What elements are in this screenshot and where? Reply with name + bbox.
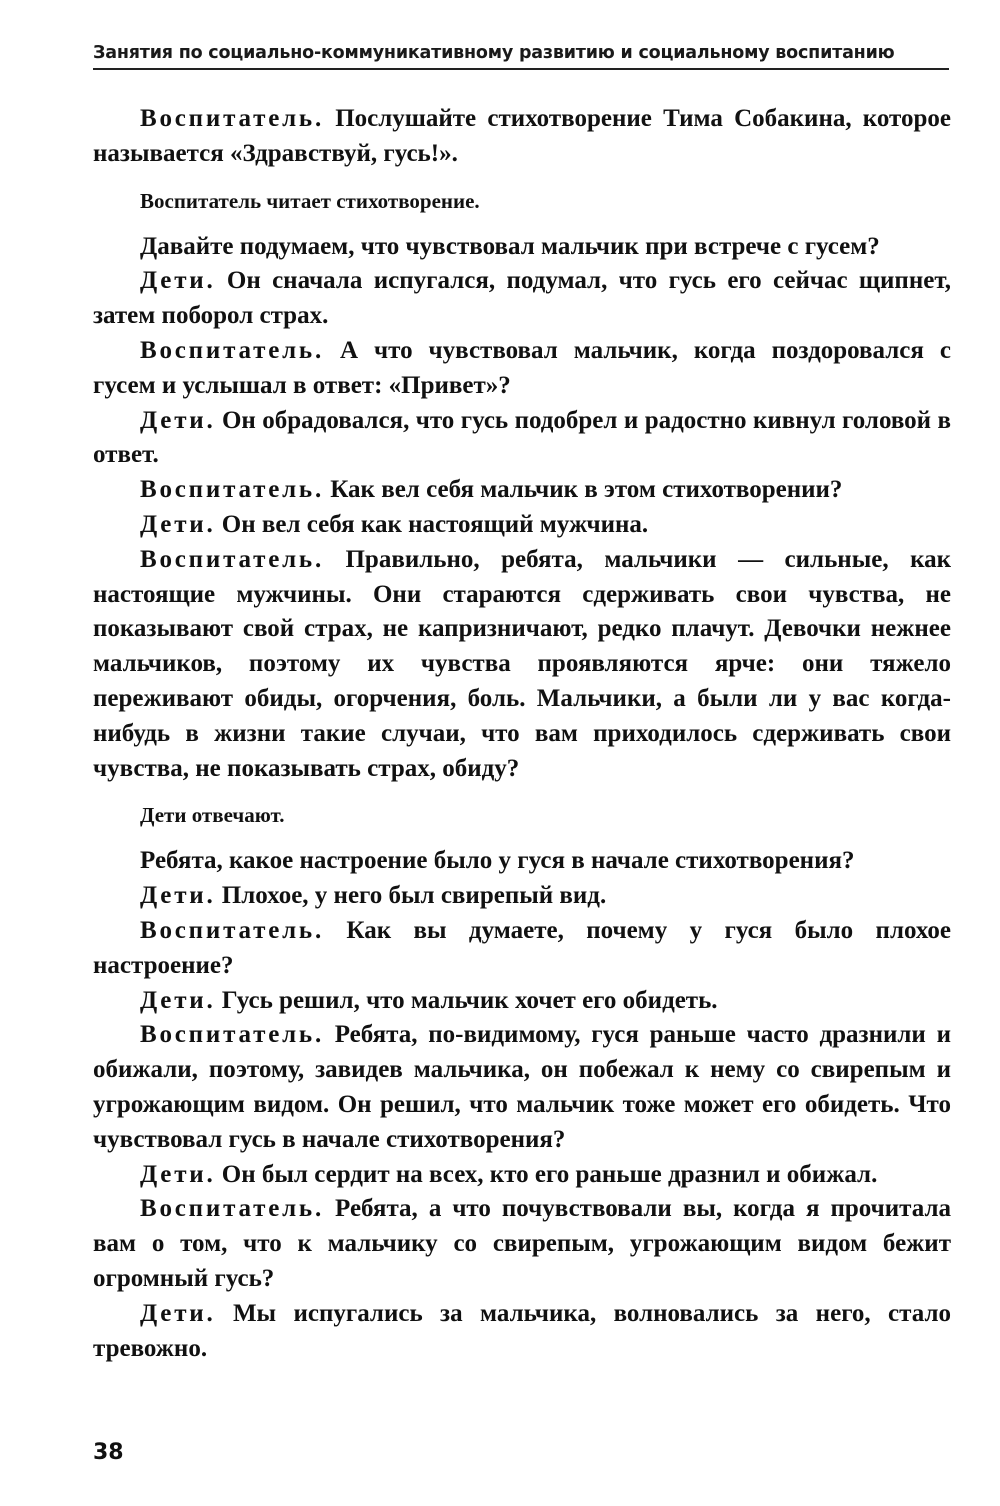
paragraph-text: Как вел себя мальчик в этом стихотворении? [324, 476, 843, 504]
paragraph-text: Он обрадовался, что гусь подобрел и радостно кивнул головой в ответ. [93, 406, 951, 469]
dialog-paragraph [93, 543, 951, 787]
dialog-paragraph [93, 879, 951, 914]
paragraph-text: Он был сердит на всех, кто его раньше дразнил и обижал. [215, 1160, 878, 1188]
paragraph-text: Гусь решил, что мальчик хочет его обидеть. [215, 986, 718, 1014]
speaker-label: Дети. [140, 267, 216, 295]
dialog-paragraph [93, 1192, 951, 1296]
paragraph-text: Плохое, у него был свирепый вид. [215, 882, 607, 910]
paragraph-text: Ребята, какое настроение было у гуся в начале стихотворения? [140, 847, 855, 875]
dialog-paragraph [93, 404, 951, 474]
paragraph-text: Послушайте стихотворение Тима Собакина, которое называется «Здравствуй, гусь!». [93, 105, 951, 167]
speaker-label: Воспитатель. [140, 105, 324, 132]
page-body [93, 102, 951, 1366]
paragraph-text: Дети отвечают. [140, 803, 285, 828]
header-rule [93, 68, 949, 70]
paragraph-text: Ребята, а что почувствовали вы, когда я прочитала вам о том, что к мальчику со свирепым, угрожающим видом бежит огромный гусь? [93, 1195, 951, 1292]
paragraph-text: Ребята, по-видимому, гуся раньше часто дразнили и обижали, поэтому, завидев мальчика, он побежал к нему со свирепым и угрожающим видом. Он решил, что мальчик тоже может его обидеть. Что чувствовал гусь в начале стихотворения? [93, 1021, 951, 1153]
stage-direction [93, 186, 951, 216]
dialog-paragraph [93, 230, 951, 265]
dialog-paragraph [93, 473, 951, 508]
speaker-label: Дети. [140, 882, 216, 910]
dialog-paragraph [93, 844, 951, 879]
paragraph-text: Мы испугались за мальчика, волновались за него, стало тревожно. [93, 1299, 951, 1362]
dialog-paragraph [93, 508, 951, 543]
speaker-label: Воспитатель. [140, 545, 324, 573]
paragraph-text: Давайте подумаем, что чувствовал мальчик при встрече с гусем? [140, 232, 880, 260]
stage-direction [93, 800, 951, 830]
paragraph-text: Он вел себя как настоящий мужчина. [215, 510, 649, 538]
speaker-label: Дети. [140, 510, 216, 538]
speaker-label: Дети. [140, 986, 216, 1014]
dialog-paragraph [93, 264, 951, 334]
speaker-label: Дети. [140, 1299, 216, 1327]
page-number: 38 [93, 1440, 124, 1465]
speaker-label: Воспитатель. [140, 336, 324, 364]
speaker-label: Воспитатель. [140, 476, 324, 504]
dialog-paragraph [93, 334, 951, 404]
paragraph-text: Воспитатель читает стихотворение. [140, 188, 480, 213]
paragraph-text: Как вы думаете, почему у гуся было плохое настроение? [93, 916, 951, 979]
speaker-label: Дети. [140, 1160, 216, 1188]
running-header: Занятия по социально-коммуникативному развитию и социальному воспитанию [93, 43, 895, 63]
speaker-label: Дети. [140, 406, 216, 434]
dialog-paragraph [93, 1158, 951, 1193]
dialog-paragraph [93, 1297, 951, 1367]
dialog-paragraph [93, 914, 951, 984]
dialog-paragraph [93, 1018, 951, 1157]
speaker-label: Воспитатель. [140, 1195, 324, 1223]
speaker-label: Воспитатель. [140, 1021, 324, 1049]
paragraph-text: А что чувствовал мальчик, когда поздоровался с гусем и услышал в ответ: «Привет»? [93, 336, 951, 399]
dialog-paragraph [93, 102, 951, 172]
dialog-paragraph [93, 984, 951, 1019]
speaker-label: Воспитатель. [140, 916, 324, 944]
paragraph-text: Он сначала испугался, подумал, что гусь его сейчас щипнет, затем поборол страх. [93, 267, 951, 330]
paragraph-text: Правильно, ребята, мальчики — сильные, как настоящие мужчины. Они стараются сдерживать свои чувства, не показывают свой страх, не капризничают, редко плачут. Девочки нежнее мальчиков, поэтому их чувства проявляются ярче: они тяжело переживают обиды, огорчения, боль. Мальчики, а были ли у вас когда-нибудь в жизни такие случаи, что вам приходилось сдерживать свои чувства, не показывать страх, обиду? [93, 545, 951, 782]
